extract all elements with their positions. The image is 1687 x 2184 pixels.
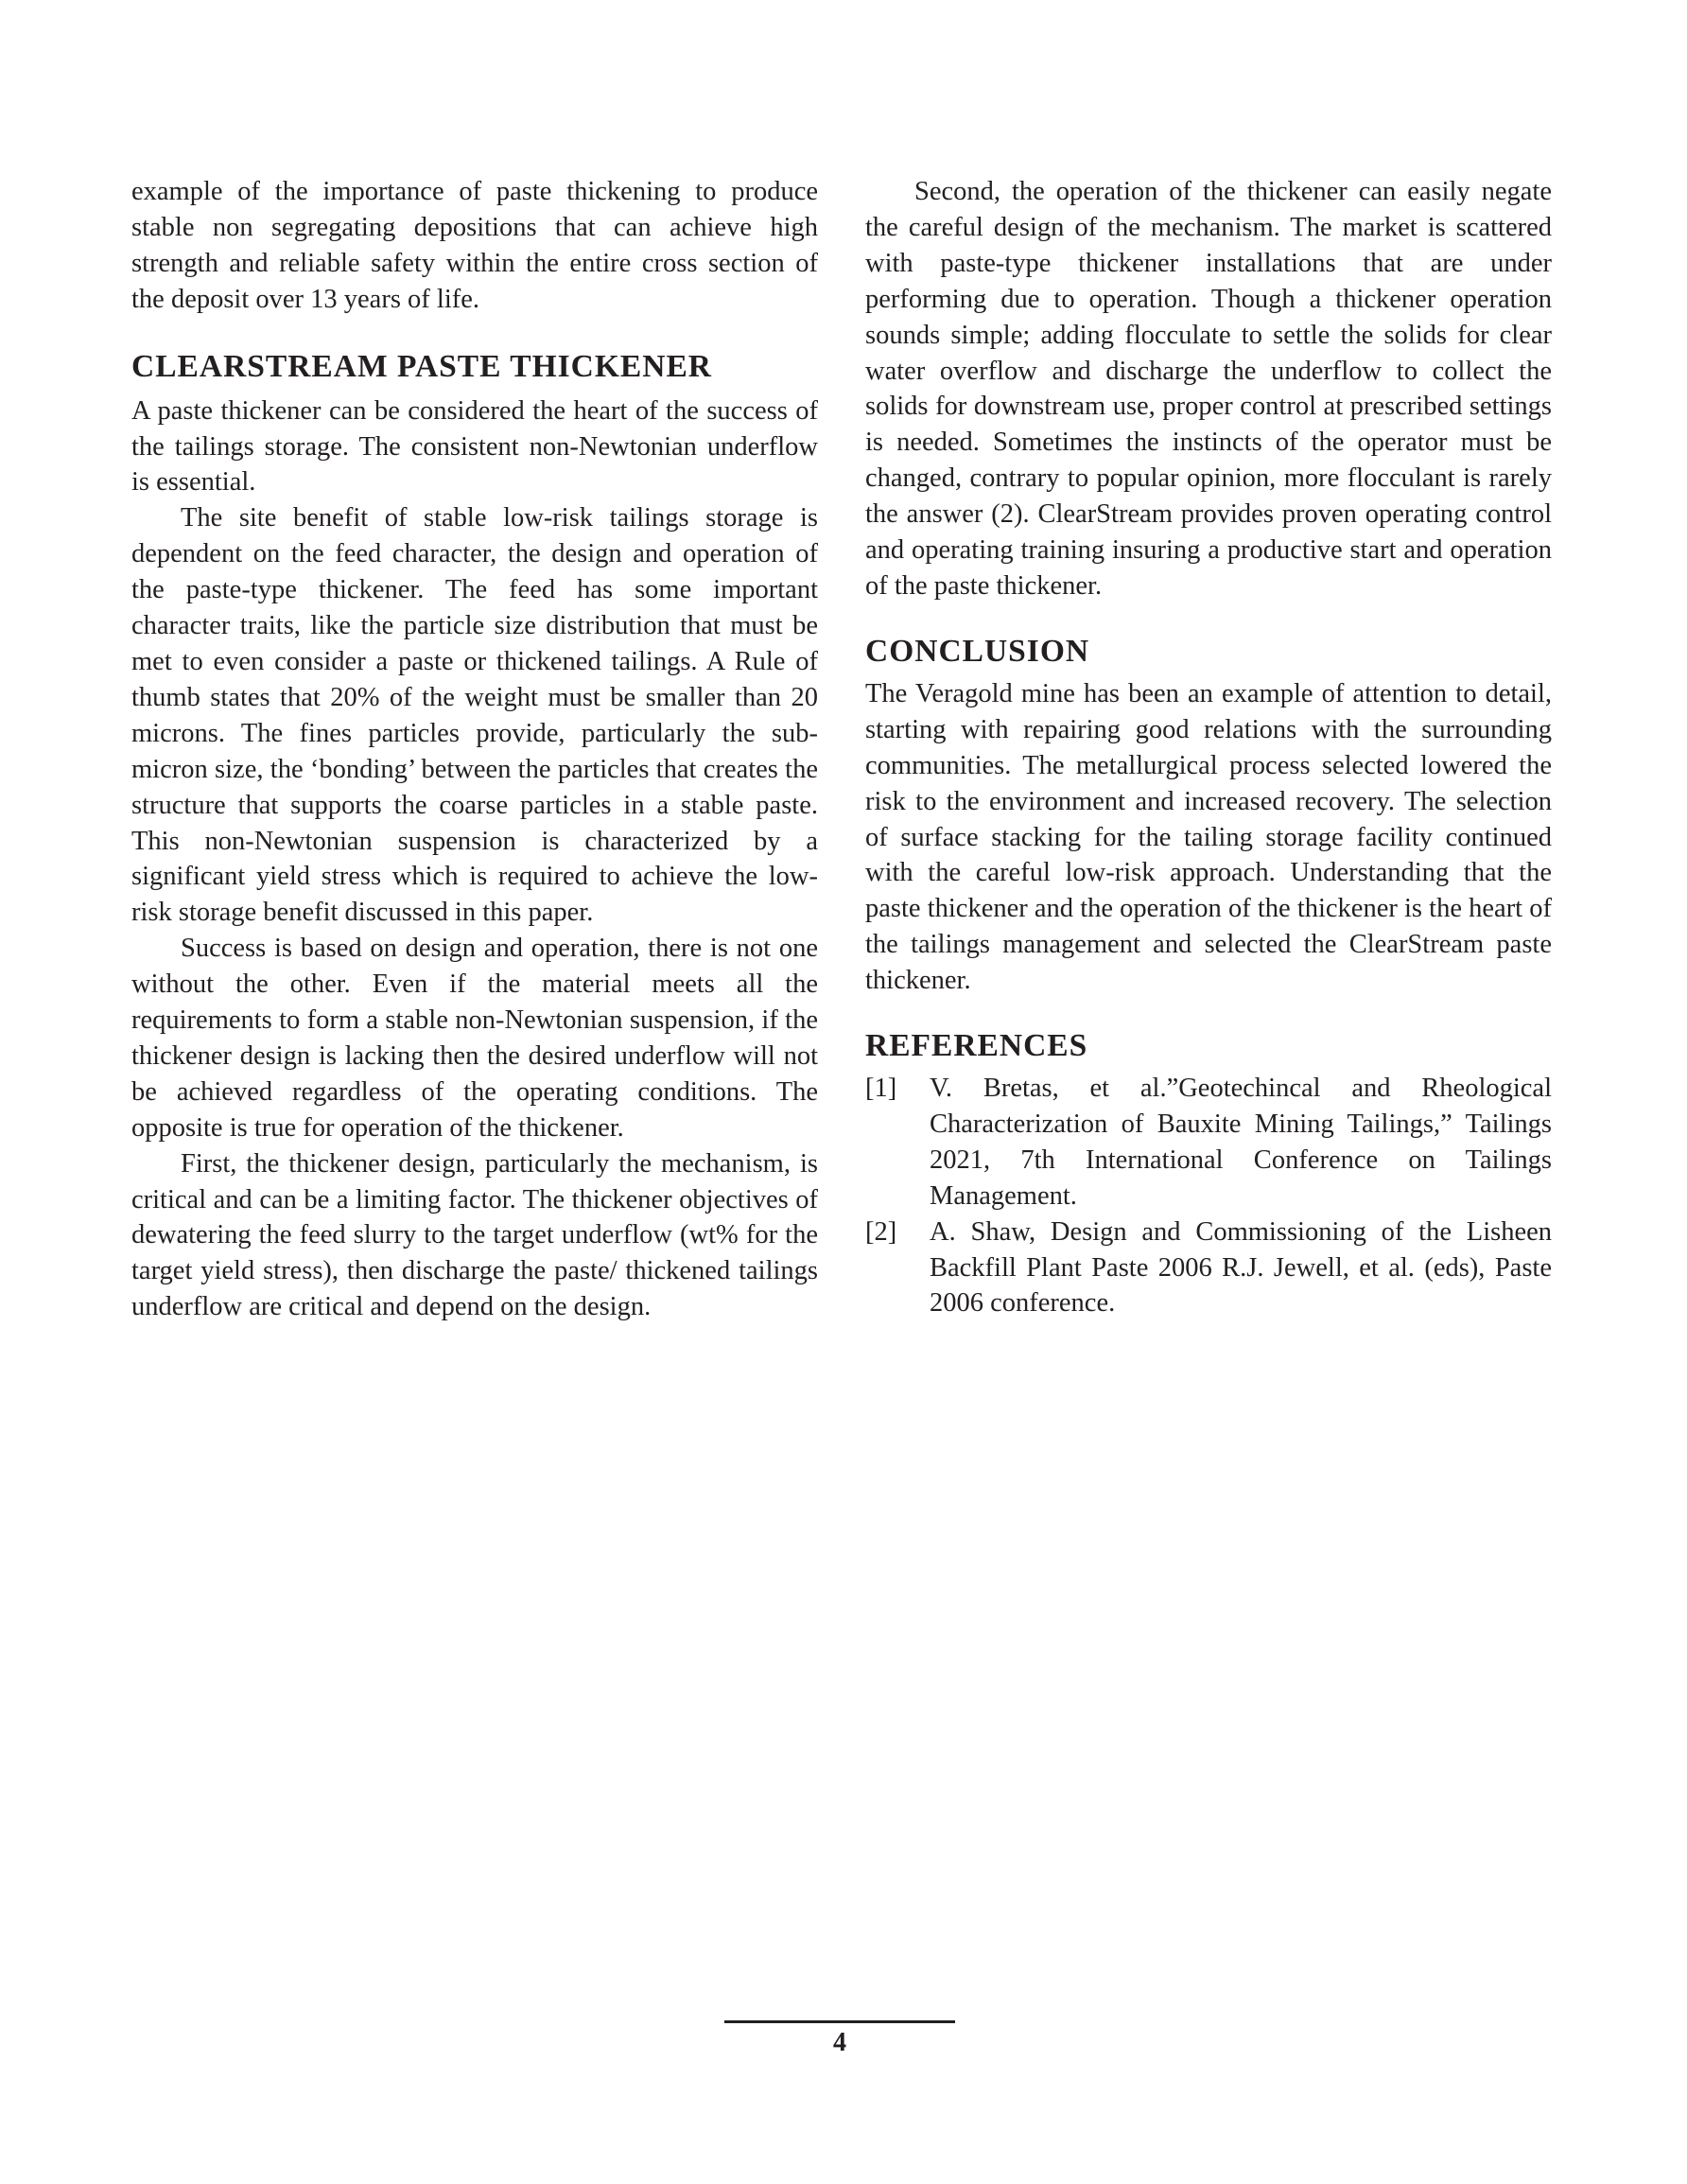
reference-item [865,1214,1552,1322]
reference-item [865,1071,1552,1214]
section-heading-conclusion: CONCLUSION [865,633,1090,669]
intro-paragraph: Second, the operation of the thickener can easily negate the careful design of the mechanism. The market is scattered with paste-type thickener installations that are under performing due to operation. Though a thickener operation sounds simple; adding flocculate to settle the solids for clear water overflow and discharge the underflow to collect the solids for downstream use, proper control at prescribed settings is needed. Sometimes the instincts of the operator must be changed, contrary to popular opinion, more flocculant is rarely the answer (2). ClearStream provides proven operating control and operating training insuring a productive start and operation of the paste thickener. [865,177,1552,601]
body-paragraph: The site benefit of stable low-risk tailings storage is dependent on the feed character, the design and operation of the paste-type thickener. The feed has some important character traits, like the particle size distribution that must be met to even consider a paste or thickened tailings. A Rule of thumb states that 20% of the weight must be smaller than 20 microns. The fines particles provide, particularly the sub-micron size, the ‘bonding’ between the particles that creates the structure that supports the coarse particles in a stable paste. This non-Newtonian suspension is characterized by a significant yield stress which is required to achieve the low-risk storage benefit discussed in this paper. [131,503,818,928]
section-heading-clearstream: CLEARSTREAM PASTE THICKENER [131,348,712,384]
footer-divider [724,2020,955,2023]
reference-number: [1] [865,1074,897,1104]
reference-text: V. Bretas, et al.”Geotechincal and Rheological Characterization of Bauxite Mining Tailings,” Tailings 2021, 7th International Conference on Tailings Management. [930,1074,1552,1211]
page-number: 4 [833,2028,846,2057]
reference-number: [2] [865,1216,897,1247]
intro-paragraph: example of the importance of paste thickening to produce stable non segregating depositions that can achieve high strength and reliable safety within the entire cross section of the deposit over 13 years of life. [131,177,818,314]
body-paragraph: Success is based on design and operation, there is not one without the other. Even if the material meets all the requirements to form a stable non-Newtonian suspension, if the thickener design is lacking then the desired underflow will not be achieved regardless of the operating conditions. The opposite is true for operation of the thickener. [131,934,818,1143]
reference-text: A. Shaw, Design and Commissioning of the Lisheen Backfill Plant Paste 2006 R.J. Jewell, et al. (eds), Paste 2006 conference. [930,1216,1552,1319]
conclusion-paragraph: The Veragold mine has been an example of attention to detail, starting with repairing good relations with the surrounding communities. The metallurgical process selected lowered the risk to the environment and increased recovery. The selection of surface stacking for the tailing storage facility continued with the careful low-risk approach. Understanding that the paste thickener and the operation of the thickener is the heart of the tailings management and selected the ClearStream paste thickener. [865,678,1552,996]
right-column [865,174,1552,1321]
left-column [131,174,818,1325]
section-heading-references: REFERENCES [865,1028,1088,1064]
body-paragraph: A paste thickener can be considered the heart of the success of the tailings storage. The consistent non-Newtonian underflow is essential. [131,395,818,498]
body-paragraph: First, the thickener design, particularly the mechanism, is critical and can be a limiting factor. The thickener objectives of dewatering the feed slurry to the target underflow (wt% for the target yield stress), then discharge the paste/ thickened tailings underflow are critical and depend on the design. [131,1148,818,1322]
